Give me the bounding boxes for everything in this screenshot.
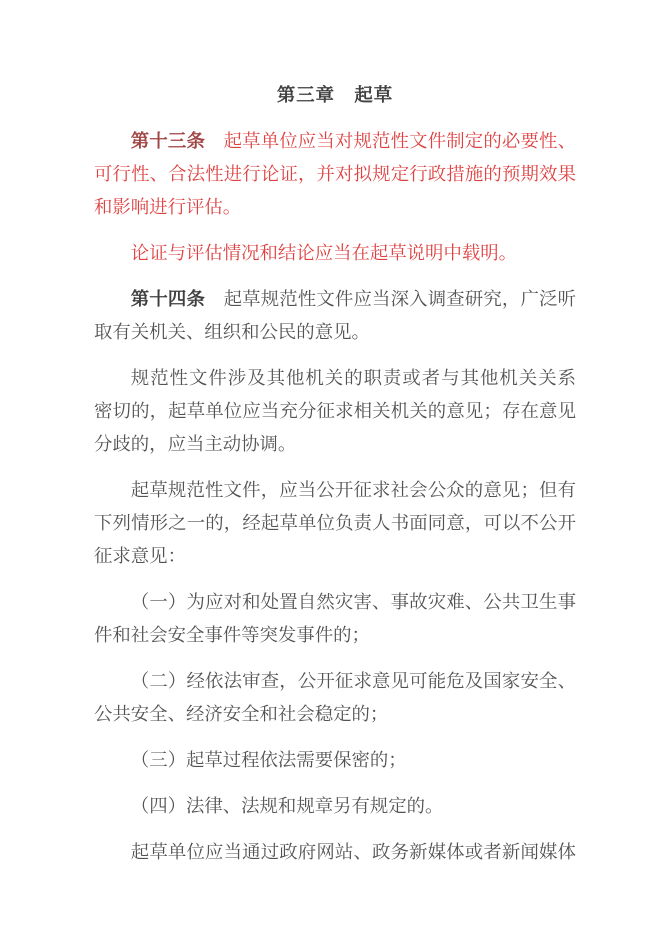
text-line bbox=[94, 237, 576, 270]
text-line bbox=[94, 428, 576, 461]
text-run: 密切的，起草单位应当充分征求相关机关的意见；存在意见 bbox=[94, 401, 576, 421]
text-run: 规范性文件涉及其他机关的职责或者与其他机关关系 bbox=[130, 368, 576, 388]
text-run: 公共安全、经济安全和社会稳定的； bbox=[94, 704, 389, 724]
paragraph bbox=[94, 665, 576, 731]
text-line bbox=[94, 395, 576, 428]
text-run: 起草单位应当对规范性文件制定的必要性、 bbox=[205, 131, 576, 151]
text-line bbox=[94, 316, 576, 349]
paragraph bbox=[94, 744, 576, 777]
text-run: 下列情形之一的，经起草单位负责人书面同意，可以不公开 bbox=[94, 513, 576, 533]
text-run: 征求意见： bbox=[94, 546, 186, 566]
paragraph bbox=[94, 836, 576, 869]
chapter-title: 第三章 起草 bbox=[276, 85, 394, 105]
document-body bbox=[94, 125, 576, 869]
paragraph bbox=[94, 586, 576, 652]
text-line bbox=[94, 619, 576, 652]
text-line bbox=[94, 125, 576, 158]
text-run: （二）经依法审查，公开征求意见可能危及国家安全、 bbox=[130, 671, 576, 691]
text-line bbox=[94, 362, 576, 395]
text-line bbox=[94, 698, 576, 731]
text-run: （四）法律、法规和规章另有规定的。 bbox=[130, 796, 444, 816]
text-line bbox=[94, 474, 576, 507]
text-run: 可行性、合法性进行论证，并对拟规定行政措施的预期效果 bbox=[94, 164, 576, 184]
text-line bbox=[94, 586, 576, 619]
text-run: 和影响进行评估。 bbox=[94, 197, 242, 217]
text-run: 起草单位应当通过政府网站、政务新媒体或者新闻媒体 bbox=[130, 842, 576, 862]
article-number-label: 第十三条 bbox=[130, 131, 206, 151]
text-line bbox=[94, 191, 576, 224]
text-line bbox=[94, 836, 576, 869]
text-line bbox=[94, 540, 576, 573]
paragraph bbox=[94, 362, 576, 461]
text-line bbox=[94, 744, 576, 777]
text-run: 分歧的，应当主动协调。 bbox=[94, 434, 297, 454]
paragraph bbox=[94, 790, 576, 823]
text-line bbox=[94, 665, 576, 698]
text-run: 起草规范性文件，应当公开征求社会公众的意见；但有 bbox=[130, 480, 576, 500]
text-run: （一）为应对和处置自然灾害、事故灾难、公共卫生事 bbox=[130, 592, 576, 612]
text-line bbox=[94, 158, 576, 191]
text-line bbox=[94, 790, 576, 823]
text-run: 取有关机关、组织和公民的意见。 bbox=[94, 322, 370, 342]
paragraph bbox=[94, 237, 576, 270]
paragraph bbox=[94, 474, 576, 573]
text-run: 件和社会安全事件等突发事件的； bbox=[94, 625, 370, 645]
text-run: （三）起草过程依法需要保密的； bbox=[130, 750, 407, 770]
text-run: 起草规范性文件应当深入调查研究，广泛听 bbox=[205, 289, 576, 309]
paragraph bbox=[94, 125, 576, 224]
text-line bbox=[94, 507, 576, 540]
text-run: 论证与评估情况和结论应当在起草说明中载明。 bbox=[130, 243, 518, 263]
text-line bbox=[94, 283, 576, 316]
paragraph bbox=[94, 283, 576, 349]
article-number-label: 第十四条 bbox=[130, 289, 206, 309]
